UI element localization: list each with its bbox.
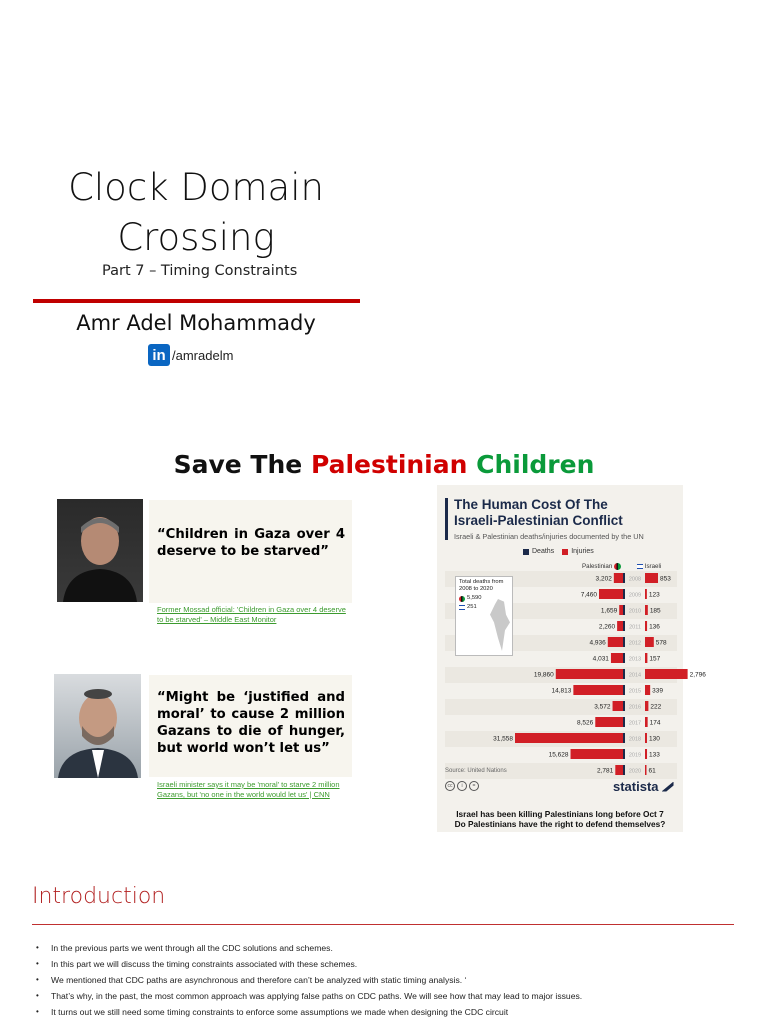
year-tick-label: 2010 bbox=[628, 608, 642, 615]
chart-caption bbox=[437, 809, 683, 829]
section-divider bbox=[32, 924, 734, 925]
bar-israeli bbox=[645, 653, 647, 663]
bar-palestinian-deaths bbox=[623, 749, 625, 759]
author-name: Amr Adel Mohammady bbox=[76, 311, 316, 335]
chart-title-line-1: The Human Cost Of The bbox=[454, 497, 608, 512]
chart-row-stripe bbox=[445, 699, 677, 715]
value-label-palestinian: 14,813 bbox=[551, 687, 572, 695]
bullet-item: • It turns out we still need some timing constraints to enforce some assumptions we made when designing the CDC circuit bbox=[36, 1004, 736, 1020]
bar-palestinian bbox=[608, 637, 625, 647]
value-label-palestinian: 8,526 bbox=[577, 719, 594, 727]
year-tick-label: 2017 bbox=[628, 720, 642, 727]
bar-palestinian-deaths bbox=[623, 701, 625, 711]
value-label-palestinian: 4,936 bbox=[589, 639, 606, 647]
column-label-israeli: Israeli bbox=[644, 563, 662, 570]
column-label-palestinian: Palestinian bbox=[582, 563, 613, 571]
value-label-palestinian: 4,031 bbox=[592, 655, 609, 663]
value-label-israeli: 130 bbox=[648, 735, 660, 743]
banner-part-2: Palestinian bbox=[310, 450, 477, 479]
license-icons bbox=[445, 781, 479, 791]
bar-palestinian-deaths bbox=[623, 717, 625, 727]
value-label-israeli: 61 bbox=[648, 767, 656, 775]
value-label-palestinian: 7,460 bbox=[580, 591, 597, 599]
banner-part-3: Children bbox=[476, 450, 595, 479]
value-label-israeli: 136 bbox=[649, 623, 660, 631]
total-israeli: 251 bbox=[467, 604, 477, 610]
totals-label: Total deaths from 2008 to 2020 bbox=[459, 579, 504, 592]
year-tick-label: 2011 bbox=[629, 624, 641, 631]
value-label-palestinian: 1,659 bbox=[600, 607, 618, 615]
year-tick-label: 2009 bbox=[628, 592, 642, 599]
linkedin-link[interactable] bbox=[148, 344, 233, 366]
bar-palestinian-deaths bbox=[623, 605, 625, 615]
year-tick-label: 2020 bbox=[628, 768, 642, 775]
bar-israeli bbox=[645, 605, 648, 615]
palestinian-flag-icon bbox=[459, 596, 465, 602]
banner-heading bbox=[0, 450, 768, 479]
bar-israeli bbox=[645, 733, 647, 743]
cc-icon: cc bbox=[445, 781, 455, 791]
quote-source-link-2[interactable]: Israeli minister says it may be 'moral' to starve 2 million Gazans, but 'no one in the world would let us' | CNN bbox=[157, 780, 340, 799]
chart-source: Source: United Nations bbox=[445, 768, 507, 774]
bar-palestinian-deaths bbox=[623, 589, 625, 599]
bar-palestinian-deaths bbox=[623, 573, 625, 583]
document-subtitle: Part 7 – Timing Constraints bbox=[102, 263, 298, 279]
section-heading-introduction: Introduction bbox=[32, 884, 166, 909]
bullet-item: • In this part we will discuss the timing constraints associated with these schemes. bbox=[36, 956, 736, 972]
bar-palestinian bbox=[556, 669, 625, 679]
value-label-palestinian: 19,860 bbox=[533, 671, 554, 679]
legend-label-deaths: Deaths bbox=[532, 548, 555, 555]
year-tick-label: 2012 bbox=[628, 640, 642, 647]
document-title bbox=[30, 163, 362, 263]
bar-palestinian-deaths bbox=[623, 621, 625, 631]
value-label-israeli: 133 bbox=[649, 751, 660, 759]
bar-palestinian bbox=[571, 749, 625, 759]
statista-logo bbox=[613, 779, 674, 794]
bar-palestinian-deaths bbox=[623, 637, 625, 647]
chart-subtitle: Israeli & Palestinian deaths/injuries documented by the UN bbox=[454, 532, 644, 541]
chart-caption-line-2: Do Palestinians have the right to defend themselves? bbox=[454, 819, 666, 829]
value-label-israeli: 174 bbox=[649, 719, 661, 727]
bar-israeli bbox=[645, 701, 648, 711]
legend-label-injuries: Injuries bbox=[571, 548, 594, 555]
bar-israeli bbox=[645, 765, 647, 775]
quote-text-1: “Children in Gaza over 4 deserve to be starved” bbox=[157, 527, 345, 559]
year-tick-label: 2008 bbox=[628, 576, 642, 583]
value-label-israeli: 339 bbox=[652, 687, 664, 695]
value-label-israeli: 578 bbox=[655, 639, 667, 647]
bar-israeli bbox=[645, 637, 654, 647]
statista-wordmark: statista bbox=[613, 779, 659, 794]
bar-palestinian-deaths bbox=[623, 733, 625, 743]
bar-palestinian-deaths bbox=[623, 653, 625, 663]
portrait-photo-2 bbox=[54, 674, 141, 778]
bullet-item: • That’s why, in the past, the most common approach was applying false paths on CDC paths. We will see how that may lead to major issues. bbox=[36, 988, 736, 1004]
year-tick-label: 2014 bbox=[628, 672, 642, 679]
bar-israeli bbox=[645, 749, 647, 759]
bar-israeli bbox=[645, 589, 647, 599]
bullet-item: • We mentioned that CDC paths are asynchronous and therefore can’t be analyzed with static timing analysis. ‘ bbox=[36, 972, 736, 988]
bar-palestinian bbox=[595, 717, 625, 727]
quote-text-2: “Might be ‘justified and moral’ to cause 2 million Gazans to die of hunger, but world won’t let us” bbox=[157, 690, 345, 756]
nd-icon: = bbox=[469, 781, 479, 791]
linkedin-icon: in bbox=[148, 344, 170, 366]
introduction-bullets bbox=[36, 940, 736, 1020]
linkedin-handle: /amradelm bbox=[172, 347, 234, 363]
chart-title-line-2: Israeli-Palestinian Conflict bbox=[454, 513, 623, 528]
infographic-chart bbox=[437, 485, 706, 832]
value-label-palestinian: 2,781 bbox=[597, 767, 614, 775]
value-label-israeli: 123 bbox=[648, 591, 660, 599]
portrait-photo-1 bbox=[57, 499, 143, 602]
bar-israeli bbox=[645, 669, 688, 679]
bar-palestinian-deaths bbox=[623, 685, 625, 695]
bar-palestinian bbox=[611, 653, 625, 663]
bullet-item: • In the previous parts we went through all the CDC solutions and schemes. bbox=[36, 940, 736, 956]
quote-card-1 bbox=[149, 500, 352, 603]
value-label-palestinian: 15,628 bbox=[548, 751, 569, 759]
value-label-palestinian: 31,558 bbox=[493, 735, 513, 743]
bar-palestinian bbox=[573, 685, 625, 695]
year-tick-label: 2018 bbox=[628, 736, 642, 743]
value-label-palestinian: 2,260 bbox=[598, 623, 616, 631]
quote-source-link-1[interactable]: Former Mossad official: 'Children in Gaza over 4 deserve to be starved' – Middle East Monitor bbox=[157, 605, 346, 624]
year-tick-label: 2015 bbox=[628, 688, 642, 695]
totals-box bbox=[455, 576, 513, 656]
year-tick-label: 2019 bbox=[628, 752, 642, 759]
value-label-palestinian: 3,572 bbox=[594, 703, 611, 711]
title-line-1: Clock Domain bbox=[68, 166, 324, 209]
title-line-2: Crossing bbox=[117, 216, 275, 259]
value-label-israeli: 2,796 bbox=[689, 671, 706, 679]
title-divider bbox=[33, 299, 360, 303]
banner-part-1: Save The bbox=[173, 450, 311, 479]
bar-israeli bbox=[645, 685, 650, 695]
bar-palestinian-deaths bbox=[623, 669, 625, 679]
year-tick-label: 2016 bbox=[628, 704, 642, 711]
quote-card-2 bbox=[149, 675, 352, 777]
bar-israeli bbox=[645, 717, 648, 727]
bar-palestinian bbox=[515, 733, 625, 743]
statista-mark-icon bbox=[662, 782, 674, 792]
value-label-israeli: 157 bbox=[649, 655, 661, 663]
bar-israeli bbox=[645, 621, 647, 631]
value-label-palestinian: 3,202 bbox=[595, 575, 612, 583]
total-palestinian: 5,590 bbox=[467, 595, 482, 601]
year-tick-label: 2013 bbox=[628, 656, 642, 663]
by-icon: i bbox=[457, 781, 467, 791]
chart-caption-line-1: Israel has been killing Palestinians long before Oct 7 bbox=[456, 809, 664, 819]
value-label-israeli: 185 bbox=[649, 607, 661, 615]
bar-palestinian bbox=[599, 589, 625, 599]
value-label-israeli: 853 bbox=[660, 575, 671, 583]
value-label-israeli: 222 bbox=[650, 703, 662, 711]
israeli-flag-icon bbox=[459, 605, 465, 610]
bar-israeli bbox=[645, 573, 658, 583]
bar-palestinian-deaths bbox=[623, 765, 625, 775]
